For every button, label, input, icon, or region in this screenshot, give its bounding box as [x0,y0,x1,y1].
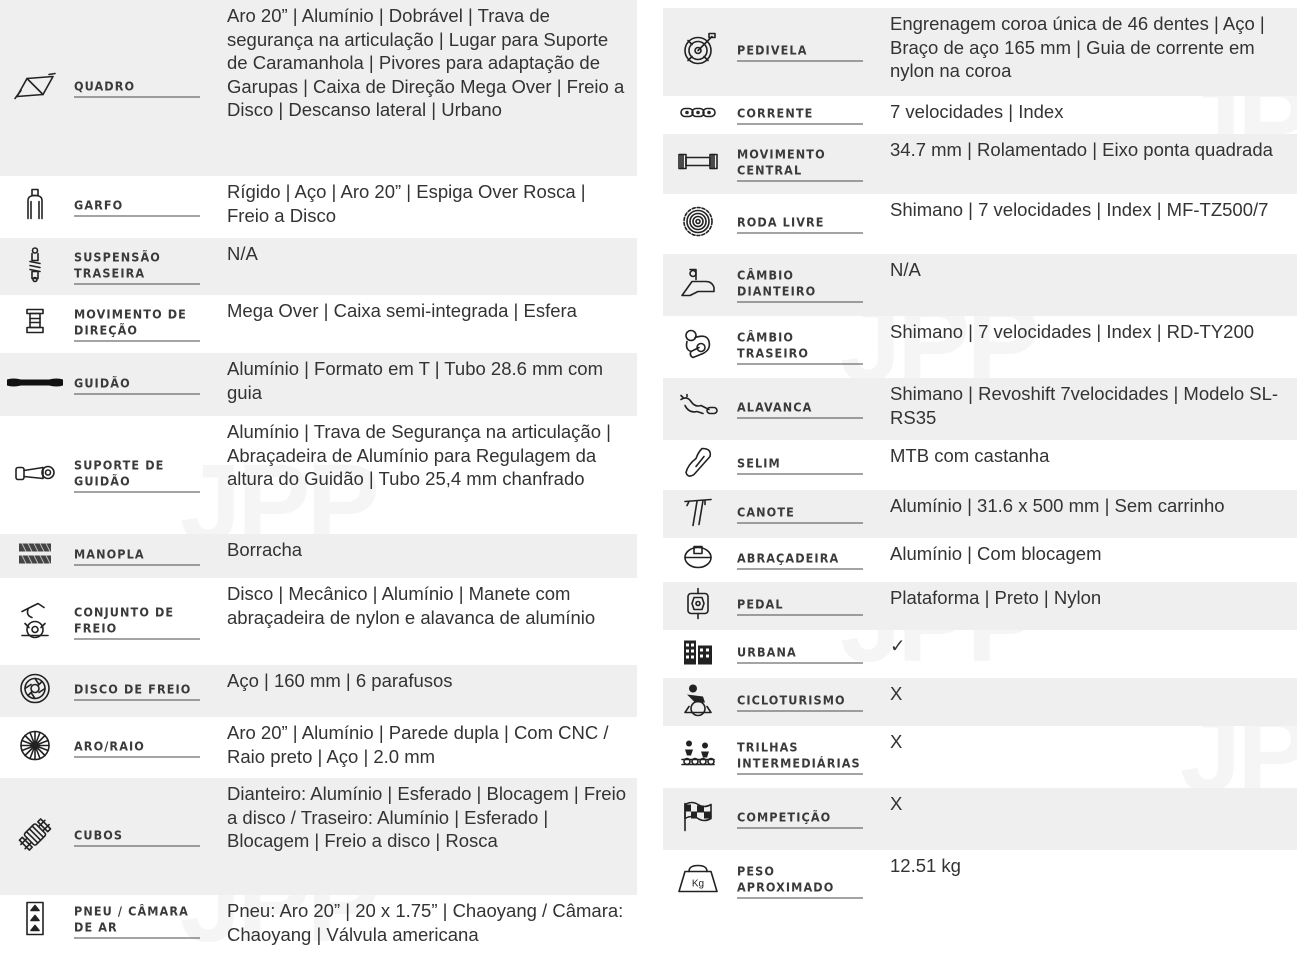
spec-value: Aço | 160 mm | 6 parafusos [227,670,453,691]
spec-label-cell [733,254,881,316]
spec-icon-cell [0,238,70,295]
spec-label: ALAVANCA [737,400,863,419]
spec-label-cell [733,96,881,134]
spec-label: RODA LIVRE [737,215,863,234]
spec-value: Engrenagem coroa única de 46 dentes | Aço | Braço de aço 165 mm | Guia de corrente em nylon na coroa [890,13,1265,82]
spec-label: TRILHAS INTERMEDIÁRIAS [737,740,863,775]
seatpost-icon [681,496,715,533]
spec-row-cambio-dianteiro [663,254,1297,316]
spec-value: 12.51 kg [890,855,961,876]
spec-icon-cell [663,8,733,96]
spec-icon-cell [663,538,733,582]
spec-label-cell [70,895,218,946]
spec-icon-cell [0,778,70,895]
rear-derailleur-icon [681,328,715,367]
spec-icon-cell [663,440,733,490]
spec-label-cell [733,850,881,912]
spec-label: SUSPENSÃO TRASEIRA [74,249,200,284]
hub-icon [14,813,56,860]
spec-row-aro-raio [0,717,637,778]
trail-icon [681,740,715,775]
spec-label-cell [733,440,881,490]
weight-icon [677,864,719,899]
spec-label-cell [733,726,881,788]
spec-row-garfo [0,176,637,238]
brake-set-icon [18,599,52,644]
spec-value: ✓ [890,635,906,656]
touring-icon [681,683,715,722]
spec-label: GARFO [74,198,200,217]
spec-row-competicao [663,788,1297,850]
spec-icon-cell [663,490,733,538]
frame-icon [13,71,57,106]
spec-label-cell [733,316,881,378]
rear-suspension-icon [26,246,44,287]
spec-icon-cell [663,378,733,440]
spec-value: MTB com castanha [890,445,1050,466]
spec-icon-cell [663,582,733,630]
spec-value: Alumínio | Trava de Segurança na articulação | Abraçadeira de Alumínio para Regulagem da altura do Guidão | Tubo 25,4 mm chanfrado [227,421,611,490]
spec-label: ABRAÇADEIRA [737,551,863,570]
crankset-icon [680,33,716,72]
spec-icon-cell [663,726,733,788]
spec-label: PESO APROXIMADO [737,864,863,899]
spec-label-cell [733,194,881,254]
spec-row-corrente [663,96,1297,134]
spec-value: X [890,731,903,752]
spec-label: ARO/RAIO [74,738,200,757]
spec-label-cell [70,778,218,895]
spec-label-cell [733,678,881,726]
spec-icon-cell [663,850,733,912]
spec-label: CORRENTE [737,106,863,125]
spec-icon-cell [663,630,733,678]
spec-label-cell [70,353,218,416]
spec-label: QUADRO [74,79,200,98]
spec-label: GUIDÃO [74,375,200,394]
spec-label: PEDIVELA [737,43,863,62]
spec-icon-cell [663,788,733,850]
spec-icon-cell [0,295,70,353]
spec-value: N/A [227,243,258,264]
spec-icon-cell [663,96,733,134]
spec-row-suspensao-traseira [0,238,637,295]
spec-icon-cell [663,316,733,378]
spec-row-disco-de-freio [0,665,637,717]
spec-value: 34.7 mm | Rolamentado | Eixo ponta quadrada [890,139,1273,160]
spec-label-cell [733,8,881,96]
spec-label: COMPETIÇÃO [737,810,863,829]
grip-icon [18,542,52,571]
spec-label: CÂMBIO TRASEIRO [737,330,863,365]
spec-icon-cell [0,0,70,176]
spec-label: DISCO DE FREIO [74,682,200,701]
spec-row-urbana [663,630,1297,678]
spec-value: Alumínio | Formato em T | Tubo 28.6 mm com guia [227,358,603,403]
spec-value: X [890,683,903,704]
spec-row-pedal [663,582,1297,630]
spec-label: URBANA [737,645,863,664]
spec-icon-cell [663,678,733,726]
spec-value: Shimano | 7 velocidades | Index | RD-TY200 [890,321,1255,342]
headset-icon [25,308,45,341]
spec-label: CUBOS [74,827,200,846]
spec-label-cell [733,378,881,440]
spec-row-cambio-traseiro [663,316,1297,378]
spec-label-cell [70,534,218,578]
spec-label-cell [733,538,881,582]
bottom-bracket-icon [677,151,719,178]
spec-row-abracadeira [663,538,1297,582]
spec-label: SELIM [737,456,863,475]
freewheel-icon [682,206,714,243]
spec-label-cell [70,0,218,176]
spec-row-roda-livre [663,194,1297,254]
spec-label: PNEU / CÂMARA DE AR [74,903,200,938]
spec-value: Disco | Mecânico | Alumínio | Manete com abraçadeira de nylon e alavanca de alumínio [227,583,596,628]
spec-label: PEDAL [737,597,863,616]
spec-label-cell [733,134,881,194]
spec-value: N/A [890,259,921,280]
spec-row-alavanca [663,378,1297,440]
spec-icon-cell [0,578,70,665]
spec-label: CICLOTURISMO [737,693,863,712]
spec-value: Plataforma | Preto | Nylon [890,587,1102,608]
spec-label-cell [733,630,881,678]
spec-row-movimento-de-direcao [0,295,637,353]
spec-row-pneu-camara-de-ar [0,895,637,946]
spec-label: CONJUNTO DE FREIO [74,604,200,639]
spec-label-cell [70,578,218,665]
spec-icon-cell [663,194,733,254]
pedal-icon [684,588,712,625]
spec-row-canote [663,490,1297,538]
spec-label-cell [70,176,218,238]
spec-label: CÂMBIO DIANTEIRO [737,268,863,303]
spec-label: SUPORTE DE GUIDÃO [74,458,200,493]
stem-icon [15,462,55,489]
spec-row-suporte-de-guidao [0,416,637,534]
spec-icon-cell [663,134,733,194]
spec-label: MANOPLA [74,547,200,566]
spec-label-cell [70,665,218,717]
spec-value: Pneu: Aro 20” | 20 x 1.75” | Chaoyang / Câmara: Chaoyang | Válvula americana [227,900,624,945]
spec-value: Alumínio | Com blocagem [890,543,1102,564]
spec-value: Borracha [227,539,303,560]
spec-label-cell [70,416,218,534]
saddle-icon [682,447,714,484]
urban-icon [683,638,713,671]
spec-label-cell [733,582,881,630]
spec-label-cell [70,295,218,353]
fork-icon [24,189,46,226]
spec-row-movimento-central [663,134,1297,194]
spec-icon-cell [0,717,70,778]
spec-value: Mega Over | Caixa semi-integrada | Esfera [227,300,577,321]
spec-label-cell [733,490,881,538]
front-derailleur-icon [678,266,718,305]
spec-value: Shimano | 7 velocidades | Index | MF-TZ500/7 [890,199,1269,220]
spec-value: Shimano | Revoshift 7velocidades | Modelo SL-RS35 [890,383,1279,428]
spec-label-cell [70,238,218,295]
tire-icon [23,900,47,941]
spec-value: Alumínio | 31.6 x 500 mm | Sem carrinho [890,495,1225,516]
brake-disc-icon [19,673,51,710]
handlebar-icon [5,374,65,395]
spec-value: Aro 20” | Alumínio | Parede dupla | Com CNC / Raio preto | Aço | 2.0 mm [227,722,609,767]
spec-icon-cell [0,176,70,238]
spec-row-trilhas-intermediarias [663,726,1297,788]
spec-icon-cell [663,254,733,316]
spec-row-cubos [0,778,637,895]
wheel-spokes-icon [19,729,51,766]
spec-icon-cell [0,353,70,416]
spec-icon-cell [0,416,70,534]
spec-row-guidao [0,353,637,416]
spec-label-cell [70,717,218,778]
spec-value: Aro 20” | Alumínio | Dobrável | Trava de segurança na articulação | Lugar para Suporte de Caramanhola | Pivores para adaptação de Garupas | Caixa de Direção Mega Over | Freio a Disco | Descanso lateral | Urbano [227,5,625,121]
chain-icon [680,106,716,125]
spec-icon-cell [0,665,70,717]
shifter-icon [677,394,719,425]
spec-label: MOVIMENTO CENTRAL [737,147,863,182]
spec-value: Rígido | Aço | Aro 20” | Espiga Over Rosca | Freio a Disco [227,181,586,226]
spec-value: Dianteiro: Alumínio | Esferado | Blocagem | Freio a disco / Traseiro: Alumínio | Esferado | Blocagem | Freio a disco | Rosca [227,783,626,852]
spec-label: CANOTE [737,505,863,524]
spec-value: 7 velocidades | Index [890,101,1064,122]
spec-row-selim [663,440,1297,490]
spec-row-quadro [0,0,637,176]
spec-label: MOVIMENTO DE DIREÇÃO [74,307,200,342]
spec-row-conjunto-de-freio [0,578,637,665]
spec-label-cell [733,788,881,850]
spec-value: X [890,793,903,814]
spec-row-manopla [0,534,637,578]
spec-row-peso-aproximado [663,850,1297,912]
checkered-flag-icon [682,801,714,838]
svg-text:Kg: Kg [691,878,705,890]
spec-row-pedivela [663,8,1297,96]
spec-row-cicloturismo [663,678,1297,726]
spec-icon-cell [0,534,70,578]
seat-clamp-icon [682,545,714,576]
spec-icon-cell [0,895,70,946]
